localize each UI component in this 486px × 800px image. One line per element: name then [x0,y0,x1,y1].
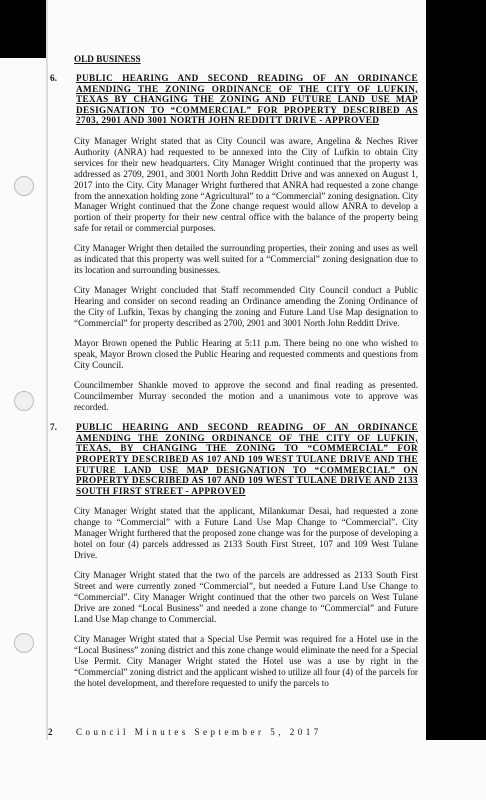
paragraph: City Manager Wright concluded that Staff recommended City Council conduct a Public Hearing and consider on second reading an Ordinance amending the Zoning Ordinance of the City of Lufkin, Texas by changing the zoning and Future Land Use Map designation to “Commercial” for property described as 2700, 2901 and 3001 North John Redditt Drive. [74,285,418,329]
paragraph: City Manager Wright stated that as City Council was aware, Angelina & Neches River Authority (ANRA) had requested to be annexed into the City of Lufkin to obtain City services for their new headquarters. City Manager Wright continued that the property was addressed as 2709, 2901, and 3001 North John Redditt Drive and was annexed on August 1, 2017 into the City. City Manager Wright furthered that ANRA had requested a zone change from the annexation holding zone “Agricultural” to a “Commercial” zoning designation. City Manager Wright continued that the Zone change request would allow ANRA to develop a portion of their property for their new central office with the balance of the property being safe for retail or commercial purposes. [74,135,418,234]
paragraph: City Manager Wright stated that the two of the parcels are addressed as 2133 South First Street and were currently zoned “Commercial”, but needed a Future Land Use Change to “Commercial”. City Manager Wright continued that the other two parcels on West Tulane Drive are zoned “Local Business” and needed a zone change to “Commercial” and Future Land Use Map change to Commercial. [74,570,418,624]
footer-page-number: 2 [48,727,53,737]
punch-hole [14,176,34,196]
punch-hole [14,391,34,411]
paragraph: Councilmember Shankle moved to approve the second and final reading as presented. Councilmember Murray seconded the motion and a unanimous vote to approve was recorded. [74,380,418,413]
item-title: PUBLIC HEARING AND SECOND READING OF AN ORDINANCE AMENDING THE ZONING ORDINANCE OF THE CITY OF LUFKIN, TEXAS BY CHANGING THE ZONING AND FUTURE LAND USE MAP DESIGNATION TO “COMMERCIAL” FOR PROPERTY DESCRIBED AS 2703, 2901 AND 3001 NORTH JOHN REDDITT DRIVE - APPROVED [76,72,418,126]
paragraph: City Manager Wright stated that the applicant, Milankumar Desai, had requested a zone change to “Commercial” with a Future Land Use Map Change to “Commercial”. City Manager Wright furthered that the proposed zone change was for the purpose of developing a hotel on four (4) parcels addressed as 2133 South First Street, 107 and 109 West Tulane Drive. [74,506,418,560]
scan-border-top-left [0,0,46,58]
scan-border-right [426,0,486,800]
section-heading: OLD BUSINESS [74,54,141,64]
item-title: PUBLIC HEARING AND SECOND READING OF AN ORDINANCE AMENDING THE ZONING ORDINANCE OF THE CITY OF LUFKIN, TEXAS, BY CHANGING THE ZONING TO “COMMERCIAL” FOR PROPERTY DESCRIBED AS 107 AND 109 WEST TULANE DRIVE AND THE FUTURE LAND USE MAP DESIGNATION TO “COMMERCIAL” ON PROPERTY DESCRIBED AS 107 AND 109 WEST TULANE DRIVE AND 2133 SOUTH FIRST STREET - APPROVED [76,422,418,496]
page-footer [48,726,420,738]
footer-text: Council Minutes September 5, 2017 [76,727,322,737]
punch-hole [14,633,34,653]
agenda-item [48,422,418,688]
item-number: 6. [50,72,57,83]
paragraph: Mayor Brown opened the Public Hearing at 5:11 p.m. There being no one who wished to speak, Mayor Brown closed the Public Hearing and requested comments and questions from City Council. [74,338,418,371]
agenda-item [48,73,418,413]
minutes-content [48,54,418,698]
paragraph: City Manager Wright stated that a Special Use Permit was required for a Hotel use in the “Local Business” zoning district and this zone change would eliminate the need for a Special Use Permit. City Manager Wright stated the Hotel use was a use by right in the “Commercial” zoning district and the applicant wished to utilize all four (4) of the parcels for the hotel development, and therefore requested to unify the parcels to [74,634,418,688]
paragraph: City Manager Wright then detailed the surrounding properties, their zoning and uses as well as indicated that this property was well suited for a “Commercial” zoning designation due to its location and surrounding businesses. [74,243,418,276]
item-number: 7. [50,422,57,433]
page-bottom-margin [0,740,486,800]
